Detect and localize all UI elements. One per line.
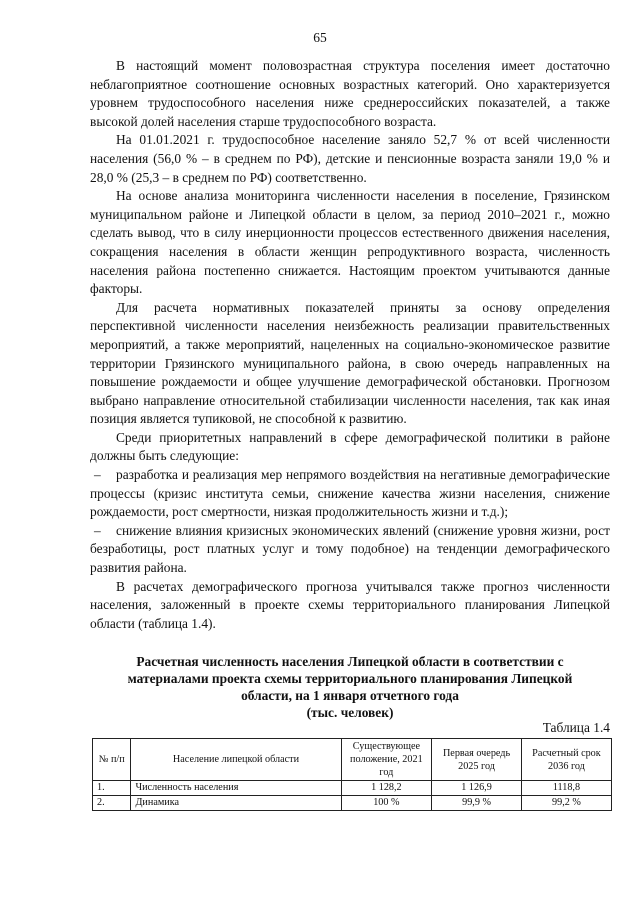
header-name: Население липецкой области bbox=[131, 739, 341, 781]
cell-existing: 1 128,2 bbox=[341, 781, 432, 796]
table-row bbox=[93, 796, 612, 811]
table-title-unit: (тыс. человек) bbox=[306, 705, 394, 720]
table-row bbox=[93, 781, 612, 796]
page-number: 65 bbox=[313, 30, 327, 45]
cell-existing: 100 % bbox=[341, 796, 432, 811]
dash-marker: – bbox=[94, 522, 101, 538]
cell-target: 1118,8 bbox=[521, 781, 611, 796]
table-title-line: Расчетная численность населения Липецкой области в соответствии с bbox=[136, 654, 564, 669]
header-num: № п/п bbox=[93, 739, 131, 781]
cell-first: 99,9 % bbox=[432, 796, 522, 811]
paragraph: Для расчета нормативных показателей приняты за основу определения перспективной численности населения неизбежность реализации правительственных мероприятий, а также мероприятий, нацеленных на социально-экономическое развитие территории Грязинского муниципального района, в свою очередь направленных на повышение рождаемости и общее улучшение демографической обстановки. Прогнозом выбрано направление относительной стабилизации численности населения, так как иная позиция является тупиковой, не способной к развитию. bbox=[90, 299, 610, 427]
cell-first: 1 126,9 bbox=[432, 781, 522, 796]
list-item bbox=[90, 466, 610, 522]
list-item bbox=[90, 522, 610, 578]
header-existing: Существующее положение, 2021 год bbox=[341, 739, 432, 781]
header-target: Расчетный срок 2036 год bbox=[521, 739, 611, 781]
paragraph: В расчетах демографического прогноза учитывался также прогноз численности населения, заложенный в проекте схемы территориального планирования Липецкой области (таблица 1.4). bbox=[90, 578, 610, 631]
table-label: Таблица 1.4 bbox=[542, 720, 610, 735]
list-item-text: разработка и реализация мер непрямого воздействия на негативные демографические процессы (кризис института семьи, снижение качества жизни населения, снижение рождаемости, рост смертности, низкая продолжительность жизни и т.д.); bbox=[90, 467, 610, 520]
dash-marker: – bbox=[94, 467, 101, 483]
table-title-line: материалами проекта схемы территориального планирования Липецкой bbox=[127, 671, 573, 686]
table-header-row bbox=[93, 739, 612, 781]
paragraph: На 01.01.2021 г. трудоспособное население заняло 52,7 % от всей численности населения (56,0 % – в среднем по РФ), детские и пенсионные возраста заняли 19,0 % и 28,0 % (25,3 – в среднем по РФ) соответственно. bbox=[90, 132, 610, 185]
table-title bbox=[90, 653, 610, 721]
list-item-text: снижение влияния кризисных экономических явлений (снижение уровня жизни, рост безработицы, рост платных услуг и тому подобное) на тенденции демографического развития района. bbox=[90, 522, 610, 576]
body-text bbox=[90, 57, 610, 633]
paragraph: Среди приоритетных направлений в сфере демографической политики в районе должны быть следующие: bbox=[90, 429, 610, 464]
paragraph: На основе анализа мониторинга численности населения в поселение, Грязинском муниципальном районе и Липецкой области в целом, за период 2010–2021 г., можно сделать вывод, что в силу инерционности процессов естественного движения населения, сокращения населения в области женщин репродуктивного возраста, численность населения района постепенно снижается. Настоящим проектом учитываются данные факторы. bbox=[90, 188, 610, 297]
cell-num: 2. bbox=[93, 796, 131, 811]
cell-target: 99,2 % bbox=[521, 796, 611, 811]
table-title-line: области, на 1 января отчетного года bbox=[241, 688, 459, 703]
cell-num: 1. bbox=[93, 781, 131, 796]
header-first: Первая очередь 2025 год bbox=[432, 739, 522, 781]
population-table bbox=[92, 738, 612, 811]
cell-name: Численность населения bbox=[131, 781, 341, 796]
cell-name: Динамика bbox=[131, 796, 341, 811]
paragraph: В настоящий момент половозрастная структура поселения имеет достаточно неблагоприятное соотношение основных возрастных категорий. Оно характеризуется уровнем трудоспособного населения ниже среднероссийских показателей, а также высокой долей населения старше трудоспособного возраста. bbox=[90, 58, 610, 129]
